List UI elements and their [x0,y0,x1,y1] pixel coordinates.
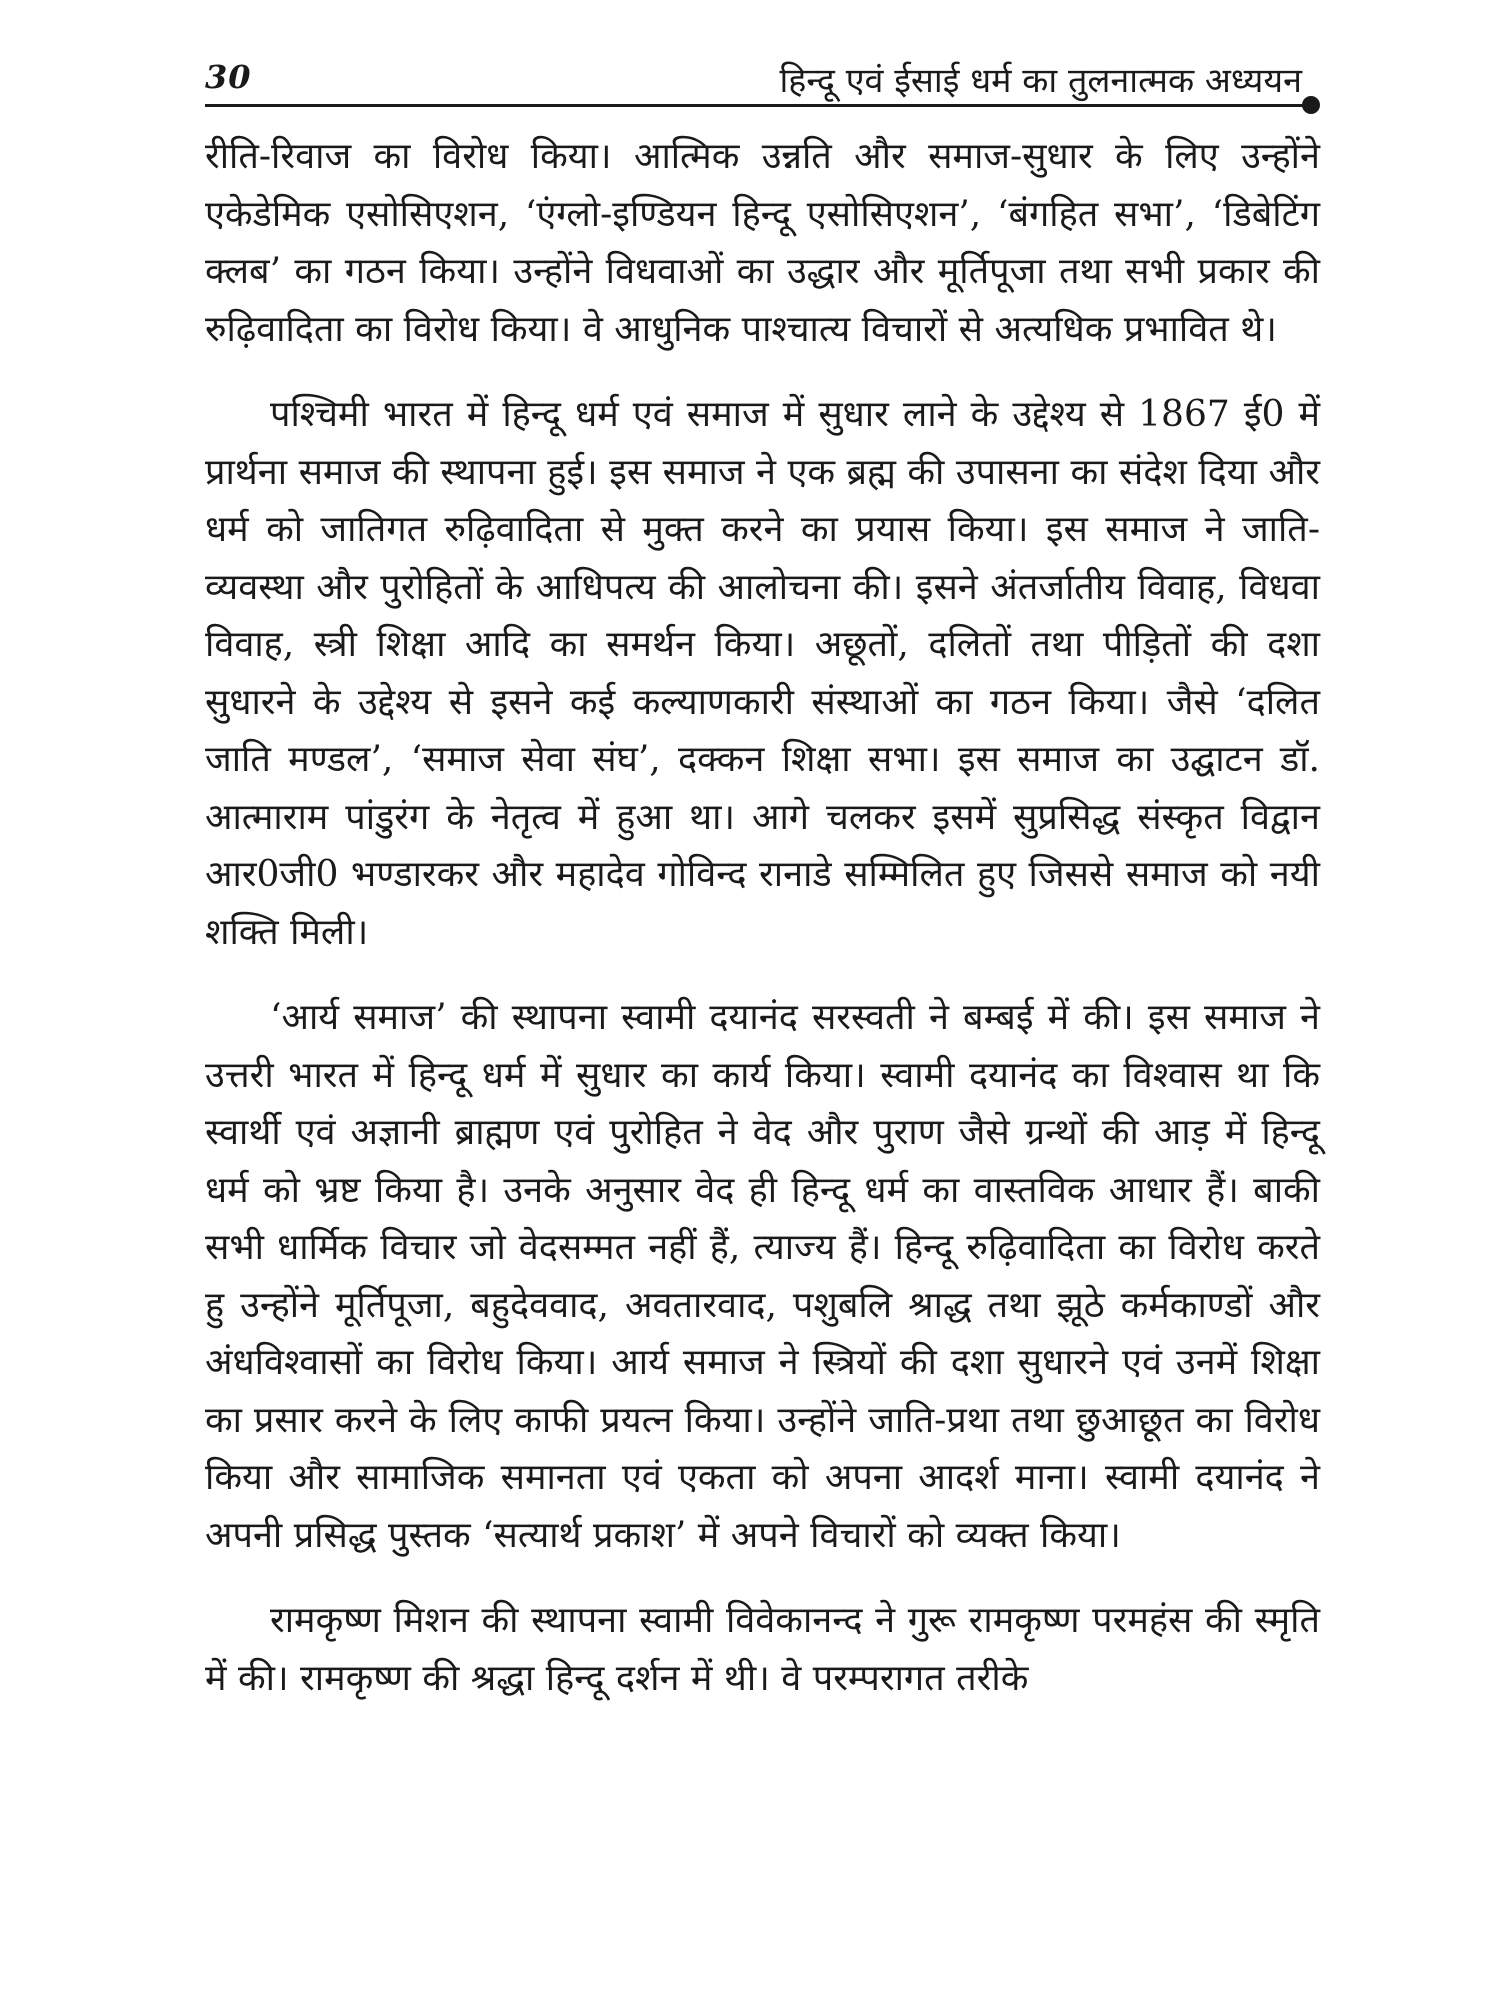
header-rule [205,104,1310,107]
header-rule-dot [1302,96,1320,114]
page-header [205,52,1320,102]
paragraph-ramakrishna-mission: रामकृष्ण मिशन की स्थापना स्वामी विवेकानन्द ने गुरू रामकृष्ण परमहंस की स्मृति में की। रामकृष्ण की श्रद्धा हिन्दू दर्शन में थी। वे परम्परागत तरीके [205,1600,1320,1699]
page-body [205,128,1320,1735]
paragraph-prarthana-samaj: पश्चिमी भारत में हिन्दू धर्म एवं समाज में सुधार लाने के उद्देश्य से 1867 ई0 में प्रार्थना समाज की स्थापना हुई। इस समाज ने एक ब्रह्म की उपासना का संदेश दिया और धर्म को जातिगत रुढ़िवादिता से मुक्त करने का प्रयास किया। इस समाज ने जाति- व्यवस्था और पुरोहितों के आधिपत्य की आलोचना की। इसने अंतर्जातीय विवाह, विधवा विवाह, स्त्री शिक्षा आदि का समर्थन किया। अछूतों, दलितों तथा पीड़ितों की दशा सुधारने के उद्देश्य से इसने कई कल्याणकारी संस्थाओं का गठन किया। जैसे ‘दलित जाति मण्डल’, ‘समाज सेवा संघ’, दक्कन शिक्षा सभा। इस समाज का उद्घाटन डॉ. आत्माराम पांडुरंग के नेतृत्व में हुआ था। आगे चलकर इसमें सुप्रसिद्ध संस्कृत विद्वान आर0जी0 भण्डारकर और महादेव गोविन्द रानाडे सम्मिलित हुए जिससे समाज को नयी शक्ति मिली। [205,394,1320,953]
page-number: 30 [205,58,252,96]
paragraph-continuation: रीति-रिवाज का विरोध किया। आत्मिक उन्नति और समाज-सुधार के लिए उन्होंने एकेडेमिक एसोसिएशन, ‘एंग्लो-इण्डियन हिन्दू एसोसिएशन’, ‘बंगहित सभा’, ‘डिबेटिंग क्लब’ का गठन किया। उन्होंने विधवाओं का उद्धार और मूर्तिपूजा तथा सभी प्रकार की रुढ़िवादिता का विरोध किया। वे आधुनिक पाश्चात्य विचारों से अत्यधिक प्रभावित थे। [205,136,1320,350]
paragraph-arya-samaj: ‘आर्य समाज’ की स्थापना स्वामी दयानंद सरस्वती ने बम्बई में की। इस समाज ने उत्तरी भारत में हिन्दू धर्म में सुधार का कार्य किया। स्वामी दयानंद का विश्वास था कि स्वार्थी एवं अज्ञानी ब्राह्मण एवं पुरोहित ने वेद और पुराण जैसे ग्रन्थों की आड़ में हिन्दू धर्म को भ्रष्ट किया है। उनके अनुसार वेद ही हिन्दू धर्म का वास्तविक आधार हैं। बाकी सभी धार्मिक विचार जो वेदसम्मत नहीं हैं, त्याज्य हैं। हिन्दू रुढ़िवादिता का विरोध करते हु उन्होंने मूर्तिपूजा, बहुदेववाद, अवतारवाद, पशुबलि श्राद्ध तथा झूठे कर्मकाण्डों और अंधविश्वासों का विरोध किया। आर्य समाज ने स्त्रियों की दशा सुधारने एवं उनमें शिक्षा का प्रसार करने के लिए काफी प्रयत्न किया। उन्होंने जाति-प्रथा तथा छुआछूत का विरोध किया और सामाजिक समानता एवं एकता को अपना आदर्श माना। स्वामी दयानंद ने अपनी प्रसिद्ध पुस्तक ‘सत्यार्थ प्रकाश’ में अपने विचारों को व्यक्त किया। [205,997,1320,1556]
running-title: हिन्दू एवं ईसाई धर्म का तुलनात्मक अध्ययन [779,61,1302,101]
